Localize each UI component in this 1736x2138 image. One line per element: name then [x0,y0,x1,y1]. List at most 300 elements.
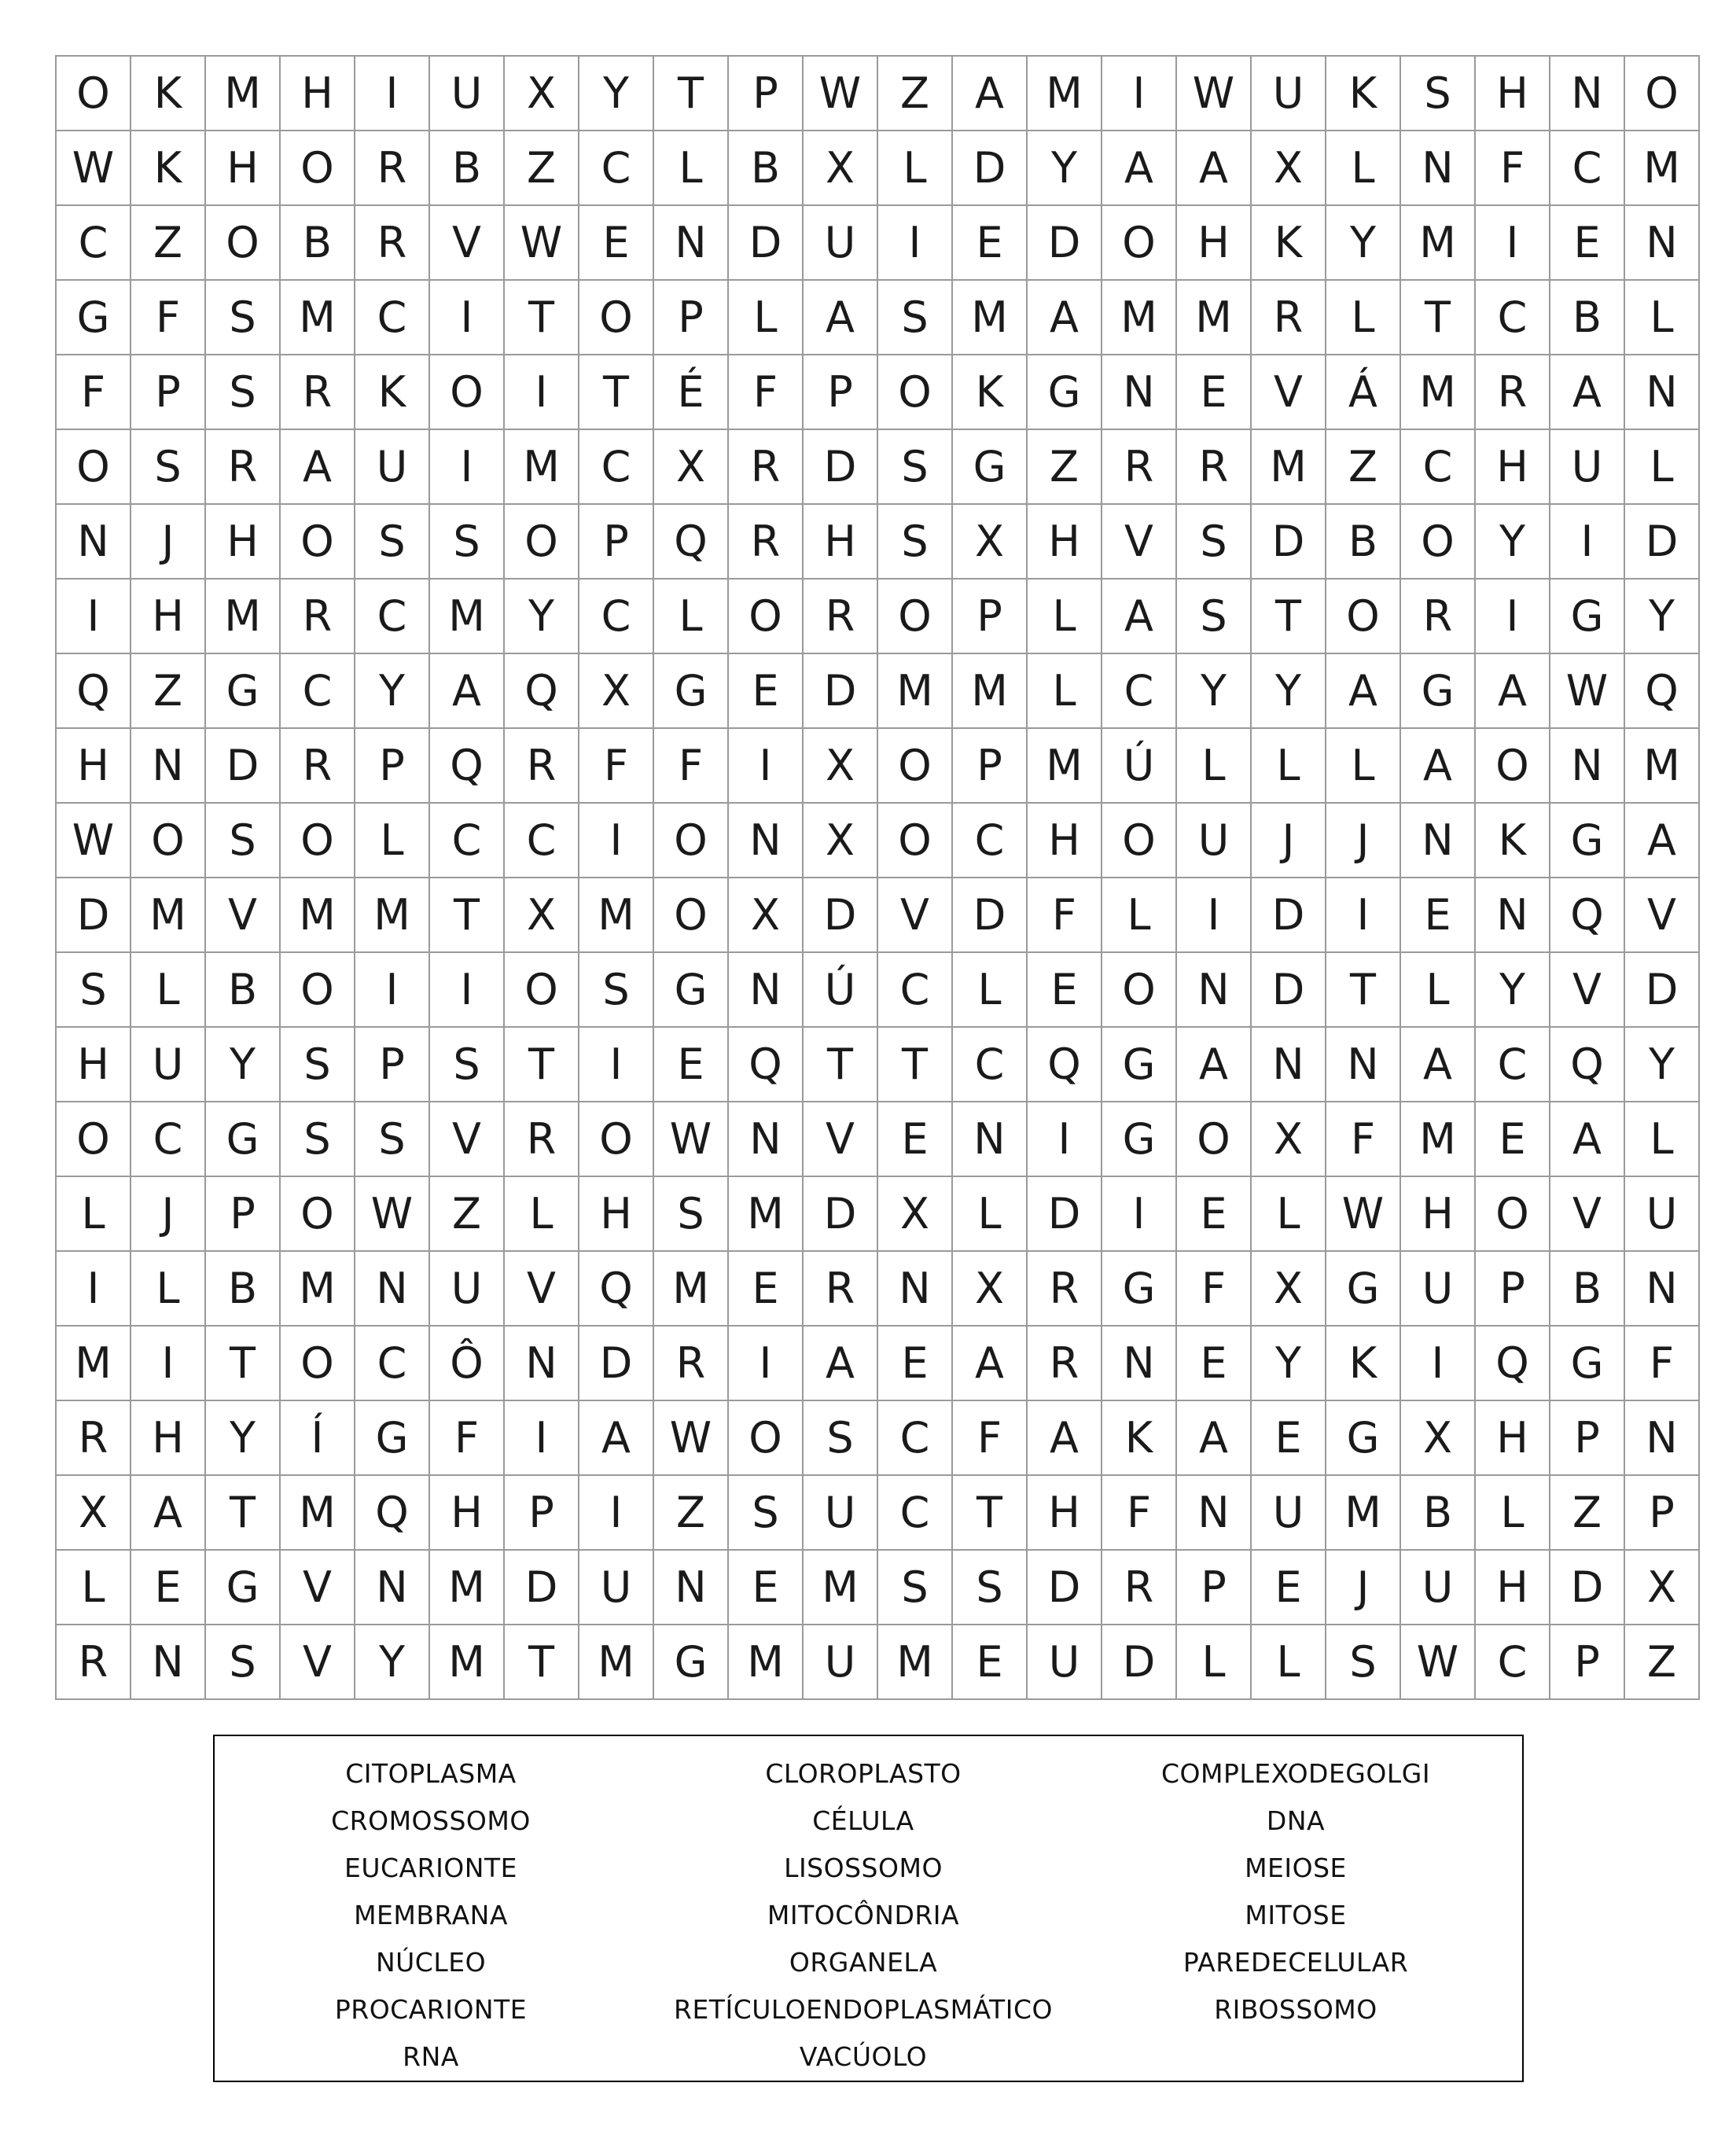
grid-cell[interactable]: R [1027,1326,1102,1400]
grid-cell[interactable]: L [653,579,728,653]
grid-cell[interactable]: U [1251,1475,1326,1550]
grid-cell[interactable]: N [1251,1027,1326,1102]
grid-cell[interactable]: F [1176,1251,1251,1326]
grid-cell[interactable]: D [56,878,131,952]
grid-cell[interactable]: A [1027,1400,1102,1475]
grid-cell[interactable]: I [579,803,653,878]
grid-cell[interactable]: N [728,803,803,878]
grid-cell[interactable]: R [56,1625,131,1699]
grid-cell[interactable]: M [1624,728,1699,803]
grid-cell[interactable]: Á [1326,355,1400,429]
grid-cell[interactable]: A [1176,1027,1251,1102]
grid-cell[interactable]: Y [205,1400,280,1475]
grid-cell[interactable]: L [1251,728,1326,803]
grid-cell[interactable]: P [1475,1251,1550,1326]
grid-cell[interactable]: I [877,205,952,280]
grid-cell[interactable]: W [355,1176,429,1251]
grid-cell[interactable]: Q [653,504,728,579]
grid-cell[interactable]: J [1251,803,1326,878]
grid-cell[interactable]: Ú [1102,728,1176,803]
grid-cell[interactable]: C [355,1326,429,1400]
grid-cell[interactable]: O [877,728,952,803]
grid-cell[interactable]: V [803,1102,877,1176]
grid-cell[interactable]: P [1176,1550,1251,1625]
grid-cell[interactable]: P [1550,1400,1624,1475]
grid-cell[interactable]: S [877,280,952,355]
grid-cell[interactable]: C [952,803,1027,878]
grid-cell[interactable]: H [280,56,355,131]
grid-cell[interactable]: S [205,280,280,355]
grid-cell[interactable]: B [205,1251,280,1326]
grid-cell[interactable]: R [728,504,803,579]
grid-cell[interactable]: O [1400,504,1475,579]
grid-cell[interactable]: M [728,1625,803,1699]
grid-cell[interactable]: I [1176,878,1251,952]
grid-cell[interactable]: S [131,429,205,504]
grid-cell[interactable]: E [653,1027,728,1102]
grid-cell[interactable]: E [1251,1400,1326,1475]
grid-cell[interactable]: T [952,1475,1027,1550]
grid-cell[interactable]: M [1176,280,1251,355]
grid-cell[interactable]: I [1326,878,1400,952]
grid-cell[interactable]: K [131,56,205,131]
grid-cell[interactable]: J [131,1176,205,1251]
grid-cell[interactable]: L [355,803,429,878]
grid-cell[interactable]: H [1475,429,1550,504]
grid-cell[interactable]: L [131,952,205,1027]
grid-cell[interactable]: I [1027,1102,1102,1176]
grid-cell[interactable]: Z [1550,1475,1624,1550]
grid-cell[interactable]: O [205,205,280,280]
grid-cell[interactable]: L [653,131,728,205]
grid-cell[interactable]: G [1550,1326,1624,1400]
grid-cell[interactable]: S [355,504,429,579]
grid-cell[interactable]: L [1102,878,1176,952]
grid-cell[interactable]: M [1027,56,1102,131]
grid-cell[interactable]: H [1027,504,1102,579]
grid-cell[interactable]: M [429,579,504,653]
grid-cell[interactable]: V [1550,1176,1624,1251]
grid-cell[interactable]: V [1102,504,1176,579]
grid-cell[interactable]: S [280,1102,355,1176]
grid-cell[interactable]: M [728,1176,803,1251]
grid-cell[interactable]: D [1251,878,1326,952]
grid-cell[interactable]: K [355,355,429,429]
grid-cell[interactable]: I [131,1326,205,1400]
grid-cell[interactable]: F [1027,878,1102,952]
grid-cell[interactable]: L [1251,1176,1326,1251]
grid-cell[interactable]: F [1624,1326,1699,1400]
grid-cell[interactable]: A [952,56,1027,131]
grid-cell[interactable]: L [504,1176,579,1251]
grid-cell[interactable]: B [1550,1251,1624,1326]
grid-cell[interactable]: T [1251,579,1326,653]
grid-cell[interactable]: P [355,728,429,803]
grid-cell[interactable]: R [355,205,429,280]
grid-cell[interactable]: D [728,205,803,280]
grid-cell[interactable]: M [952,653,1027,728]
grid-cell[interactable]: A [1550,1102,1624,1176]
grid-cell[interactable]: H [1475,1550,1550,1625]
grid-cell[interactable]: P [952,728,1027,803]
grid-cell[interactable]: Z [653,1475,728,1550]
grid-cell[interactable]: P [952,579,1027,653]
grid-cell[interactable]: D [1624,504,1699,579]
grid-cell[interactable]: M [131,878,205,952]
grid-cell[interactable]: Y [504,579,579,653]
grid-cell[interactable]: O [280,504,355,579]
grid-cell[interactable]: E [728,653,803,728]
grid-cell[interactable]: C [579,131,653,205]
grid-cell[interactable]: G [1102,1102,1176,1176]
grid-cell[interactable]: M [877,1625,952,1699]
grid-cell[interactable]: S [728,1475,803,1550]
grid-cell[interactable]: N [1400,131,1475,205]
grid-cell[interactable]: É [653,355,728,429]
grid-cell[interactable]: T [1326,952,1400,1027]
grid-cell[interactable]: M [280,878,355,952]
grid-cell[interactable]: T [504,1027,579,1102]
grid-cell[interactable]: G [653,1625,728,1699]
grid-cell[interactable]: T [1400,280,1475,355]
grid-cell[interactable]: S [56,952,131,1027]
grid-cell[interactable]: Z [504,131,579,205]
grid-cell[interactable]: X [803,803,877,878]
grid-cell[interactable]: Q [1550,878,1624,952]
grid-cell[interactable]: Y [1027,131,1102,205]
grid-cell[interactable]: C [877,1475,952,1550]
grid-cell[interactable]: I [56,579,131,653]
grid-cell[interactable]: E [728,1550,803,1625]
grid-cell[interactable]: V [429,205,504,280]
grid-cell[interactable]: G [1550,579,1624,653]
grid-cell[interactable]: O [131,803,205,878]
grid-cell[interactable]: I [728,1326,803,1400]
grid-cell[interactable]: W [1400,1625,1475,1699]
grid-cell[interactable]: N [56,504,131,579]
grid-cell[interactable]: X [952,1251,1027,1326]
grid-cell[interactable]: U [1400,1251,1475,1326]
grid-cell[interactable]: S [1176,504,1251,579]
grid-cell[interactable]: K [1475,803,1550,878]
grid-cell[interactable]: G [355,1400,429,1475]
grid-cell[interactable]: M [280,280,355,355]
grid-cell[interactable]: D [579,1326,653,1400]
grid-cell[interactable]: P [803,355,877,429]
grid-cell[interactable]: N [1475,878,1550,952]
grid-cell[interactable]: E [1027,952,1102,1027]
grid-cell[interactable]: L [1176,1625,1251,1699]
grid-cell[interactable]: X [504,56,579,131]
grid-cell[interactable]: I [1102,56,1176,131]
grid-cell[interactable]: L [1326,728,1400,803]
grid-cell[interactable]: H [131,1400,205,1475]
grid-cell[interactable]: M [355,878,429,952]
grid-cell[interactable]: C [952,1027,1027,1102]
grid-cell[interactable]: O [280,131,355,205]
grid-cell[interactable]: U [355,429,429,504]
grid-cell[interactable]: M [56,1326,131,1400]
grid-cell[interactable]: N [1624,1251,1699,1326]
grid-cell[interactable]: E [952,1625,1027,1699]
grid-cell[interactable]: M [1102,280,1176,355]
grid-cell[interactable]: L [1027,579,1102,653]
grid-cell[interactable]: O [728,579,803,653]
grid-cell[interactable]: L [952,1176,1027,1251]
grid-cell[interactable]: I [579,1027,653,1102]
grid-cell[interactable]: F [1102,1475,1176,1550]
grid-cell[interactable]: F [728,355,803,429]
grid-cell[interactable]: U [1550,429,1624,504]
grid-cell[interactable]: O [579,280,653,355]
grid-cell[interactable]: D [1027,205,1102,280]
grid-cell[interactable]: I [504,1400,579,1475]
grid-cell[interactable]: E [1176,1176,1251,1251]
grid-cell[interactable]: R [504,728,579,803]
grid-cell[interactable]: E [1176,355,1251,429]
grid-cell[interactable]: Y [1624,1027,1699,1102]
grid-cell[interactable]: W [1326,1176,1400,1251]
grid-cell[interactable]: A [1102,579,1176,653]
grid-cell[interactable]: U [429,56,504,131]
grid-cell[interactable]: L [56,1176,131,1251]
grid-cell[interactable]: G [1550,803,1624,878]
grid-cell[interactable]: K [1326,56,1400,131]
grid-cell[interactable]: H [429,1475,504,1550]
grid-cell[interactable]: P [205,1176,280,1251]
grid-cell[interactable]: Y [1176,653,1251,728]
grid-cell[interactable]: V [1251,355,1326,429]
grid-cell[interactable]: E [1475,1102,1550,1176]
grid-cell[interactable]: W [56,803,131,878]
grid-cell[interactable]: S [952,1550,1027,1625]
grid-cell[interactable]: R [1400,579,1475,653]
grid-cell[interactable]: M [877,653,952,728]
grid-cell[interactable]: Q [579,1251,653,1326]
grid-cell[interactable]: I [429,280,504,355]
grid-cell[interactable]: G [1326,1400,1400,1475]
grid-cell[interactable]: L [1624,280,1699,355]
grid-cell[interactable]: B [1550,280,1624,355]
grid-cell[interactable]: B [1326,504,1400,579]
grid-cell[interactable]: Y [1326,205,1400,280]
grid-cell[interactable]: G [1400,653,1475,728]
grid-cell[interactable]: S [653,1176,728,1251]
grid-cell[interactable]: E [728,1251,803,1326]
grid-cell[interactable]: X [1251,1102,1326,1176]
grid-cell[interactable]: Í [280,1400,355,1475]
grid-cell[interactable]: K [952,355,1027,429]
grid-cell[interactable]: I [1475,205,1550,280]
grid-cell[interactable]: A [1326,653,1400,728]
grid-cell[interactable]: O [877,579,952,653]
grid-cell[interactable]: C [1475,1027,1550,1102]
grid-cell[interactable]: S [803,1400,877,1475]
grid-cell[interactable]: O [504,504,579,579]
grid-cell[interactable]: Y [1475,504,1550,579]
grid-cell[interactable]: O [653,878,728,952]
grid-cell[interactable]: C [877,1400,952,1475]
grid-cell[interactable]: Y [355,1625,429,1699]
grid-cell[interactable]: L [56,1550,131,1625]
grid-cell[interactable]: O [1326,579,1400,653]
grid-cell[interactable]: C [429,803,504,878]
grid-cell[interactable]: Y [355,653,429,728]
grid-cell[interactable]: I [429,429,504,504]
grid-cell[interactable]: P [579,504,653,579]
grid-cell[interactable]: U [803,205,877,280]
grid-cell[interactable]: W [803,56,877,131]
grid-cell[interactable]: D [1251,504,1326,579]
grid-cell[interactable]: M [504,429,579,504]
grid-cell[interactable]: R [280,355,355,429]
grid-cell[interactable]: X [1400,1400,1475,1475]
grid-cell[interactable]: G [1102,1251,1176,1326]
grid-cell[interactable]: H [1027,1475,1102,1550]
grid-cell[interactable]: I [355,56,429,131]
grid-cell[interactable]: M [1027,728,1102,803]
grid-cell[interactable]: N [1176,952,1251,1027]
grid-cell[interactable]: B [280,205,355,280]
grid-cell[interactable]: W [1176,56,1251,131]
grid-cell[interactable]: L [1475,1475,1550,1550]
grid-cell[interactable]: R [56,1400,131,1475]
grid-cell[interactable]: S [579,952,653,1027]
grid-cell[interactable]: R [1102,429,1176,504]
grid-cell[interactable]: R [1176,429,1251,504]
grid-cell[interactable]: B [728,131,803,205]
grid-cell[interactable]: V [280,1550,355,1625]
grid-cell[interactable]: A [131,1475,205,1550]
grid-cell[interactable]: X [803,131,877,205]
grid-cell[interactable]: A [280,429,355,504]
grid-cell[interactable]: G [56,280,131,355]
grid-cell[interactable]: X [952,504,1027,579]
grid-cell[interactable]: I [429,952,504,1027]
grid-cell[interactable]: N [728,952,803,1027]
grid-cell[interactable]: D [205,728,280,803]
grid-cell[interactable]: W [504,205,579,280]
grid-cell[interactable]: V [429,1102,504,1176]
grid-cell[interactable]: D [1027,1176,1102,1251]
grid-cell[interactable]: O [280,803,355,878]
grid-cell[interactable]: U [803,1625,877,1699]
grid-cell[interactable]: A [1475,653,1550,728]
grid-cell[interactable]: L [1400,952,1475,1027]
grid-cell[interactable]: D [1624,952,1699,1027]
grid-cell[interactable]: T [504,1625,579,1699]
grid-cell[interactable]: C [56,205,131,280]
grid-cell[interactable]: E [1400,878,1475,952]
grid-cell[interactable]: M [803,1550,877,1625]
grid-cell[interactable]: N [1400,803,1475,878]
grid-cell[interactable]: D [1027,1550,1102,1625]
grid-cell[interactable]: Q [1475,1326,1550,1400]
grid-cell[interactable]: U [1027,1625,1102,1699]
grid-cell[interactable]: Z [1624,1625,1699,1699]
grid-cell[interactable]: Y [205,1027,280,1102]
grid-cell[interactable]: M [579,1625,653,1699]
grid-cell[interactable]: L [131,1251,205,1326]
grid-cell[interactable]: U [803,1475,877,1550]
grid-cell[interactable]: M [429,1625,504,1699]
grid-cell[interactable]: Q [504,653,579,728]
grid-cell[interactable]: L [1624,1102,1699,1176]
grid-cell[interactable]: M [280,1475,355,1550]
grid-cell[interactable]: T [205,1326,280,1400]
grid-cell[interactable]: Y [579,56,653,131]
grid-cell[interactable]: H [56,1027,131,1102]
grid-cell[interactable]: F [1326,1102,1400,1176]
grid-cell[interactable]: H [205,504,280,579]
grid-cell[interactable]: G [1027,355,1102,429]
grid-cell[interactable]: B [429,131,504,205]
grid-cell[interactable]: M [1400,355,1475,429]
grid-cell[interactable]: R [280,579,355,653]
grid-cell[interactable]: E [131,1550,205,1625]
grid-cell[interactable]: P [653,280,728,355]
grid-cell[interactable]: P [131,355,205,429]
grid-cell[interactable]: X [56,1475,131,1550]
grid-cell[interactable]: L [877,131,952,205]
grid-cell[interactable]: O [56,429,131,504]
grid-cell[interactable]: D [952,878,1027,952]
grid-cell[interactable]: O [653,803,728,878]
grid-cell[interactable]: I [1550,504,1624,579]
grid-cell[interactable]: V [205,878,280,952]
grid-cell[interactable]: E [1251,1550,1326,1625]
grid-cell[interactable]: C [1102,653,1176,728]
grid-cell[interactable]: H [131,579,205,653]
grid-cell[interactable]: H [1176,205,1251,280]
grid-cell[interactable]: R [803,1251,877,1326]
grid-cell[interactable]: F [653,728,728,803]
grid-cell[interactable]: O [280,1176,355,1251]
grid-cell[interactable]: Q [1027,1027,1102,1102]
grid-cell[interactable]: G [1326,1251,1400,1326]
grid-cell[interactable]: T [205,1475,280,1550]
grid-cell[interactable]: S [355,1102,429,1176]
grid-cell[interactable]: P [355,1027,429,1102]
grid-cell[interactable]: L [1326,131,1400,205]
grid-cell[interactable]: A [1400,728,1475,803]
grid-cell[interactable]: M [1251,429,1326,504]
grid-cell[interactable]: O [1475,1176,1550,1251]
grid-cell[interactable]: N [131,728,205,803]
grid-cell[interactable]: N [952,1102,1027,1176]
grid-cell[interactable]: G [952,429,1027,504]
grid-cell[interactable]: N [355,1251,429,1326]
grid-cell[interactable]: Q [728,1027,803,1102]
grid-cell[interactable]: K [1326,1326,1400,1400]
grid-cell[interactable]: M [1400,205,1475,280]
grid-cell[interactable]: D [803,429,877,504]
grid-cell[interactable]: N [1624,1400,1699,1475]
grid-cell[interactable]: S [1326,1625,1400,1699]
grid-cell[interactable]: G [205,1102,280,1176]
grid-cell[interactable]: A [1176,1400,1251,1475]
grid-cell[interactable]: B [1400,1475,1475,1550]
grid-cell[interactable]: P [1550,1625,1624,1699]
grid-cell[interactable]: O [1102,952,1176,1027]
grid-cell[interactable]: C [579,429,653,504]
grid-cell[interactable]: V [1550,952,1624,1027]
grid-cell[interactable]: F [131,280,205,355]
grid-cell[interactable]: R [1102,1550,1176,1625]
grid-cell[interactable]: G [205,1550,280,1625]
grid-cell[interactable]: I [1400,1326,1475,1400]
grid-cell[interactable]: F [579,728,653,803]
